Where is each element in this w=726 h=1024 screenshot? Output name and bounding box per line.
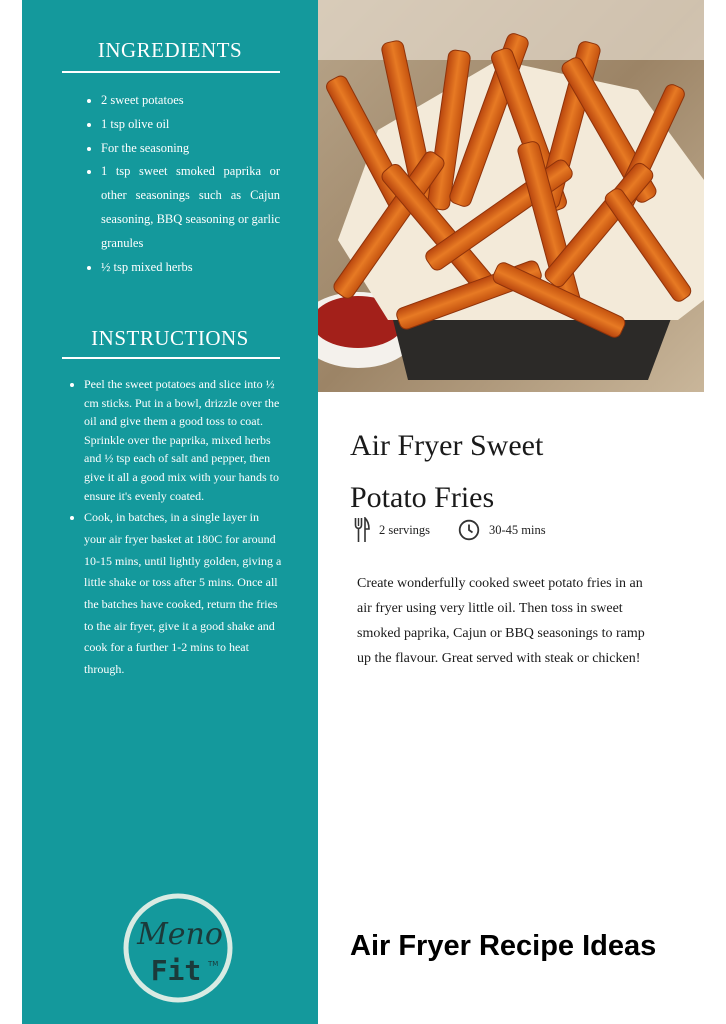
ingredient-item: • For the seasoning: [101, 137, 280, 161]
sidebar: [22, 0, 318, 1024]
footer-title: Air Fryer Recipe Ideas: [350, 930, 657, 962]
time-text: 30-45 mins: [489, 522, 546, 537]
ingredient-item: • 2 sweet potatoes: [101, 89, 280, 113]
instructions-heading: INSTRUCTIONS: [91, 326, 249, 350]
recipe-title-line1: Air Fryer Sweet: [350, 429, 544, 462]
fork-knife-icon: [354, 517, 370, 543]
ingredients-heading: INGREDIENTS: [97, 38, 243, 62]
instructions-list: [64, 375, 282, 681]
logo-trademark: TM: [208, 960, 219, 968]
instruction-step: • Cook, in batches, in a single layer in your air fryer basket at 180C for around 10-15 mins, until lightly golden, giving a little shake or toss after 5 mins. Once all the batches have cooked, return the fries to the air fryer, give it a good shake and cook for a further 1-2 mins to heat through.: [84, 507, 282, 681]
clock-icon: [458, 519, 480, 541]
ingredient-item: • 1 tsp olive oil: [101, 113, 280, 137]
logo-text-fit: Fit: [150, 954, 202, 987]
menofit-logo: [120, 890, 236, 1006]
ingredients-list: [66, 89, 280, 279]
recipe-title: [350, 420, 690, 524]
servings-info: [354, 516, 430, 544]
recipe-description: Create wonderfully cooked sweet potato fries in an air fryer using very little oil. Then toss in sweet smoked paprika, Cajun or BBQ seasonings to ramp up the flavour. Great served with steak or chicken!: [357, 576, 645, 666]
ingredient-item: • 1 tsp sweet smoked paprika or other seasonings such as Cajun seasoning, BBQ seasoning or garlic granules: [101, 160, 280, 255]
servings-text: 2 servings: [379, 522, 431, 537]
sweet-potato-fries-photo: [318, 0, 704, 392]
time-info: [458, 516, 546, 544]
recipe-title-line2: Potato Fries: [350, 481, 495, 514]
logo-text-meno: Meno: [137, 917, 223, 952]
instruction-step: • Peel the sweet potatoes and slice into ½ cm sticks. Put in a bowl, drizzle over the oil and give them a good toss to coat. Sprinkle over the paprika, mixed herbs and ½ tsp each of salt and pepper, then give it all a good mix with your hands to ensure it's evenly coated.: [84, 375, 282, 505]
ingredients-divider: [62, 71, 280, 73]
instructions-divider: [62, 357, 280, 359]
ingredient-item: • ½ tsp mixed herbs: [101, 256, 280, 280]
